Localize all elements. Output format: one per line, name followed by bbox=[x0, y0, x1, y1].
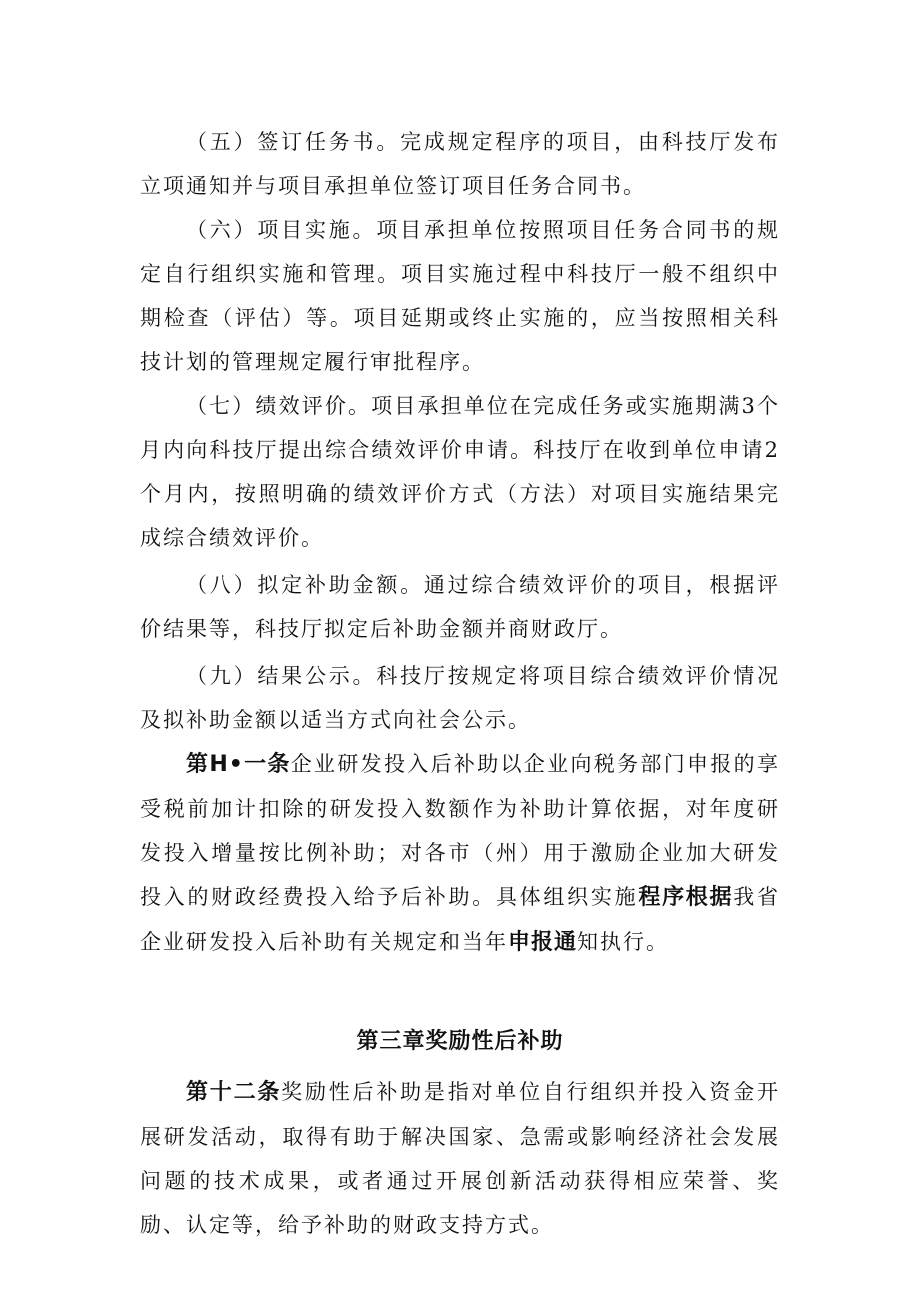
article-11-text-c: 知执行。 bbox=[577, 930, 670, 954]
paragraph-result-publicity: （九）结果公示。科技厅按规定将项目综合绩效评价情况及拟补助金额以适当方式向社会公示。 bbox=[140, 664, 780, 732]
article-12-heading: 第十二条 bbox=[186, 1080, 282, 1105]
chapter-title: 第三章奖励性后补助 bbox=[356, 1029, 564, 1054]
article-12 bbox=[140, 1070, 780, 1247]
article-11-bold-b: 申报通 bbox=[508, 930, 578, 955]
paragraph-subsidy-amount: （八）拟定补助金额。通过综合绩效评价的项目，根据评价结果等，科技厅拟定后补助金额并商财政厅。 bbox=[140, 573, 780, 641]
article-11-bold-a: 程序根据 bbox=[638, 885, 734, 910]
article-11-heading: 第H•一条 bbox=[186, 752, 291, 777]
paragraph-performance-evaluation: （七）绩效评价。项目承担单位在完成任务或实施期满3个月内向科技厅提出综合绩效评价申请。科技厅在收到单位申请2个月内，按照明确的绩效评价方式（方法）对项目实施结果完成综合绩效评价。 bbox=[140, 394, 780, 550]
paragraph-sign-task-book: （五）签订任务书。完成规定程序的项目，由科技厅发布立项通知并与项目承担单位签订项目任务合同书。 bbox=[140, 130, 780, 198]
article-12-text: 奖励性后补助是指对单位自行组织并投入资金开展研发活动，取得有助于解决国家、急需或影响经济社会发展问题的技术成果，或者通过开展创新活动获得相应荣誉、奖励、认定等，给予补助的财政支持方式。 bbox=[140, 1080, 780, 1237]
article-11 bbox=[140, 742, 780, 965]
article-11-text-b: 我省企业研发投入后补助有关规定和当年 bbox=[140, 885, 780, 954]
paragraph-project-implementation: （六）项目实施。项目承担单位按照项目任务合同书的规定自行组织实施和管理。项目实施过程中科技厅一般不组织中期检查（评估）等。项目延期或终止实施的，应当按照相关科技计划的管理规定履行审批程序。 bbox=[140, 218, 780, 374]
article-11-text-a: 企业研发投入后补助以企业向税务部门申报的享受税前加计扣除的研发投入数额作为补助计算依据，对年度研发投入增量按比例补助；对各市（州）用于激励企业加大研发投入的财政经费投入给予后补助。具体组织实施 bbox=[140, 752, 780, 909]
